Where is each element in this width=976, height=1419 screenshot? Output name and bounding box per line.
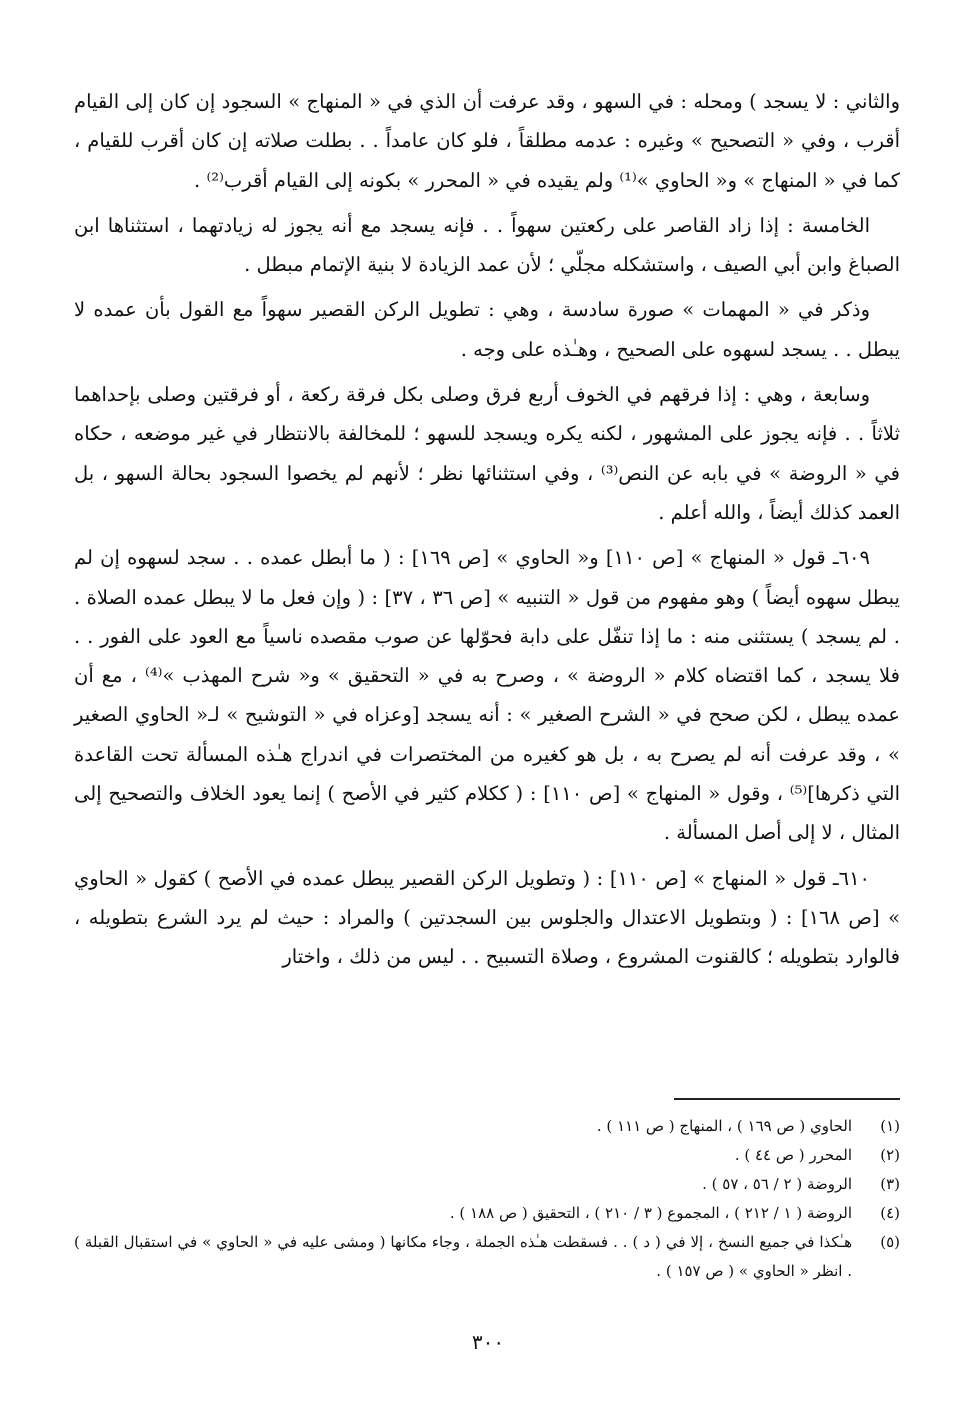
footnote-number: (٤) [880,1204,900,1222]
footnote-number: (٢) [880,1146,900,1164]
footnote-text: الحاوي ( ص ١٦٩ ) ، المنهاج ( ص ١١١ ) . [596,1117,852,1135]
paragraph-seventh-case: وسابعة ، وهي : إذا فرقهم في الخوف أربع فرق وصلى بكل فرقة ركعة ، أو فرقتين وصلى بإحداهما ثلاثاً . . فإنه يجوز على المشهور ، لكنه يكره ويسجد للسهو ؛ للمخالفة بالانتظار في غير موضعه ، حكاه في « الروضة » في بابه عن النص⁽³⁾ ، وفي استثنائها نظر ؛ لأنهم لم يخصوا السجود بحالة السهو ، بل العمد كذلك أيضاً ، والله أعلم . [74,383,900,524]
footnote-text: الروضة ( ١ / ٢١٢ ) ، المجموع ( ٣ / ٢١٠ ) ، التحقيق ( ص ١٨٨ ) . [449,1204,852,1222]
footnote-text: المحرر ( ص ٤٤ ) . [734,1146,852,1164]
footnote-number: (٣) [880,1175,900,1193]
paragraph-610: ٦١٠ـ قول « المنهاج » [ص ١١٠] : ( وتطويل الركن القصير يبطل عمده في الأصح ) كقول « الحاوي » [ص ١٦٨] : ( وبتطويل الاعتدال والجلوس بين السجدتين ) والمراد : حيث لم يرد الشرع بتطويله ، فالوارد بتطويله ؛ كالقنوت المشروع ، وصلاة التسبيح . . ليس من ذلك ، واختار [74,866,900,969]
paragraph-second-case: والثاني : لا يسجد ) ومحله : في السهو ، وقد عرفت أن الذي في « المنهاج » السجود إن كان إلى القيام أقرب ، وفي « التصحيح » وغيره : عدمه مطلقاً ، فلو كان عامداً . . بطلت صلاته إن كان أقرب للقيام ، كما في « المنهاج » و« الحاوي »⁽¹⁾ ولم يقيده في « المحرر » بكونه إلى القيام أقرب⁽²⁾ . [74,90,900,192]
paragraph-fifth-case: الخامسة : إذا زاد القاصر على ركعتين سهواً . . فإنه يسجد مع أنه يجوز له زيادتهما ، استثناها ابن الصباغ وابن أبي الصيف ، واستشكله مجلّي ؛ لأن عمد الزيادة لا بنية الإتمام مبطل . [74,213,900,277]
main-text [74,82,900,983]
footnote-text: الروضة ( ٢ / ٥٦ ، ٥٧ ) . [702,1175,852,1193]
footnote-item [74,1199,900,1228]
footnote-number: (١) [880,1117,900,1135]
footnotes [74,1112,900,1286]
footnote-text: هـٰكذا في جميع النسخ ، إلا في ( د ) . . فسقطت هـٰذه الجملة ، وجاء مكانها ( ومشى عليه في « الحاوي » في استقبال القبلة ) . انظر « الحاوي » ( ص ١٥٧ ) . [74,1233,852,1280]
footnote-divider [674,1098,900,1100]
page-number: ٣٠٠ [471,1330,505,1354]
footnote-item [74,1170,900,1199]
paragraph-609: ٦٠٩ـ قول « المنهاج » [ص ١١٠] و« الحاوي » [ص ١٦٩] : ( ما أبطل عمده . . سجد لسهوه إن لم يبطل سهوه أيضاً ) وهو مفهوم من قول « التنبيه » [ص ٣٦ ، ٣٧] : ( وإن فعل ما لا يبطل عمده الصلاة . . لم يسجد ) يستثنى منه : ما إذا تنفّل على دابة فحوّلها عن صوب مقصده ناسياً مع العود على الفور . . فلا يسجد ، كما اقتضاه كلام « الروضة » ، وصرح به في « التحقيق » و« شرح المهذب »⁽⁴⁾ ، مع أن عمده يبطل ، لكن صحح في « الشرح الصغير » : أنه يسجد [وعزاه في « التوشيح » لـ« الحاوي الصغير » ، وقد عرفت أنه لم يصرح به ، بل هو كغيره من المختصرات في اندراج هـٰذه المسألة تحت القاعدة التي ذكرها]⁽⁵⁾ ، وقول « المنهاج » [ص ١١٠] : ( ككلام كثير في الأصح ) إنما يعود الخلاف والتصحيح إلى المثال ، لا إلى أصل المسألة . [74,546,901,845]
paragraph-sixth-case: وذكر في « المهمات » صورة سادسة ، وهي : تطويل الركن القصير سهواً مع القول بأن عمده لا يبطل . . يسجد لسهوه على الصحيح ، وهـٰذه على وجه . [74,298,900,361]
footnote-item [74,1141,900,1170]
footnote-number: (٥) [880,1233,900,1251]
footnote-item [74,1112,900,1141]
footnote-item [74,1228,900,1286]
